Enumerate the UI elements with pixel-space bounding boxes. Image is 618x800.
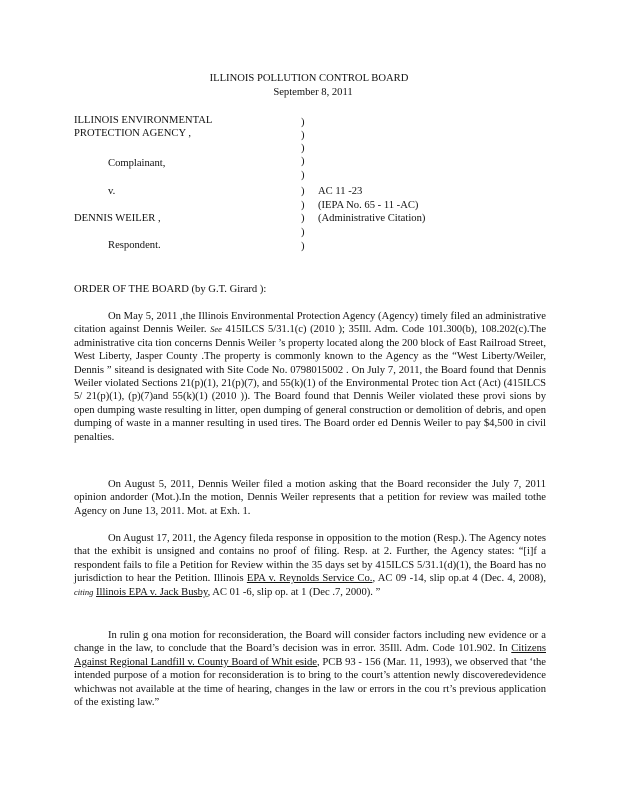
complainant-name-line1: ILLINOIS ENVIRONMENTAL [74,115,213,126]
complainant-label: Complainant, [108,158,166,169]
paragraph-2-text: On August 5, 2011, Dennis Weiler filed a motion asking that the Board reconsider the July 7, 2011 opinion andorder (Mot.).In the motion, Dennis Weiler represents that a petition for review was mailed tothe Agency on June 13, 2011. Mot. at Exh. 1. [74,479,546,517]
signal-see: See [210,324,222,335]
case-citation-busby: Illinois EPA v. Jack Busby [96,586,208,598]
case-citation-reynolds: EPA v. Reynolds Service Co. [246,573,373,585]
paragraph-1-text-a: On May 5, 2011 ,the Illinois Environmental Protection Agency (Agency) timely filed an administrative citation against Dennis Weiler. [74,311,546,336]
order-heading: ORDER OF THE BOARD (by G.T. Girard ): [74,284,267,295]
caption-paren: ) [301,227,305,238]
order-date: September 8, 2011 [273,87,353,98]
board-name: ILLINOIS POLLUTION CONTROL BOARD [209,73,409,84]
caption-paren: ) [301,170,305,181]
caption-paren: ) [301,130,305,141]
paragraph-3-text-a: On August 17, 2011, the Agency fileda response in opposition to the motion (Resp.). The Agency notes that the exhibit is unsigned and contains no proof of filing. Resp. at 2. Further, the Agency states: “[i]f a respondent fails to file a Petition for Review within the 35 days set by 415ILCS 5/31.1(d)(1), the Board has no jurisdiction to hear the Petition. Illinois [74,533,546,585]
complainant-name-line2: PROTECTION AGENCY , [74,128,192,139]
paragraph-4 [74,629,546,709]
paragraph-1-text-b: 415ILCS 5/31.1(c) (2010 ); 35Ill. Adm. Code 101.300(b), 108.202(c).The administrative cita tion concerns Dennis Weiler ’s property located along the 200 block of East Railroad Street, West Liberty, Jasper County .The property is commonly known to the Agency as the “West Liberty/Weiler, Dennis ” siteand is designated with Site Code No. 0798015002 . On July 7, 2011, the Board found that Dennis Weiler violated Sections 21(p)(1), 21(p)(7), and 55(k)(1) of the Environmental Protec tion Act (Act) (415ILCS 5/ 21(p)(1), (p)(7)and 55(k)(1) (2010 )). The Board found that Dennis Weiler violated these provi sions by open dumping waste resulting in litter, open dumping of general construction or demolition of debris, and open dumping of waste in a manner resulting in used tires. The Board order ed Dennis Weiler to pay $4,500 in civil penalties. [74,324,547,443]
paragraph-3-text-c: , AC 01 -6, slip op. at 1 (Dec .7, 2000). ” [207,586,381,598]
caption-paren: ) [301,156,305,167]
versus-label: v. [108,186,116,197]
respondent-name: DENNIS WEILER , [74,213,161,224]
caption-paren: ) [301,143,305,154]
caption-paren: ) [301,213,305,224]
paragraph-2 [74,478,546,518]
paragraph-3 [74,532,546,599]
respondent-label: Respondent. [108,240,161,251]
caption-paren: ) [301,200,305,211]
iepa-number: (IEPA No. 65 - 11 -AC) [318,200,419,211]
signal-citing: citing [74,586,94,597]
case-citation-citizens: Citizens Against Regional Landfill v. County Board of Whit eside [74,643,546,668]
caption-paren: ) [301,117,305,128]
paragraph-4-text-a: In rulin g ona motion for reconsideration, the Board will consider factors including new evidence or a change in the law, to conclude that the Board’s decision was in error. 35Ill. Adm. Code 101.902. In [74,630,546,655]
paragraph-4-text-b: , PCB 93 - 156 (Mar. 11, 1993), we observed that ‘the intended purpose of a motion for reconsideration is to bring to the court’s attention newly discoveredevidence whichwas not available at the time of hearing, changes in the law or errors in the cou rt’s previous application of the existing law.” [74,656,546,709]
case-number: AC 11 -23 [318,186,363,197]
caption-paren: ) [301,241,305,252]
paragraph-1 [74,310,546,444]
citation-type: (Administrative Citation) [318,213,426,224]
paragraph-3-text-b: , AC 09 -14, slip op.at 4 (Dec. 4, 2008), [372,573,546,585]
caption-paren: ) [301,186,305,197]
